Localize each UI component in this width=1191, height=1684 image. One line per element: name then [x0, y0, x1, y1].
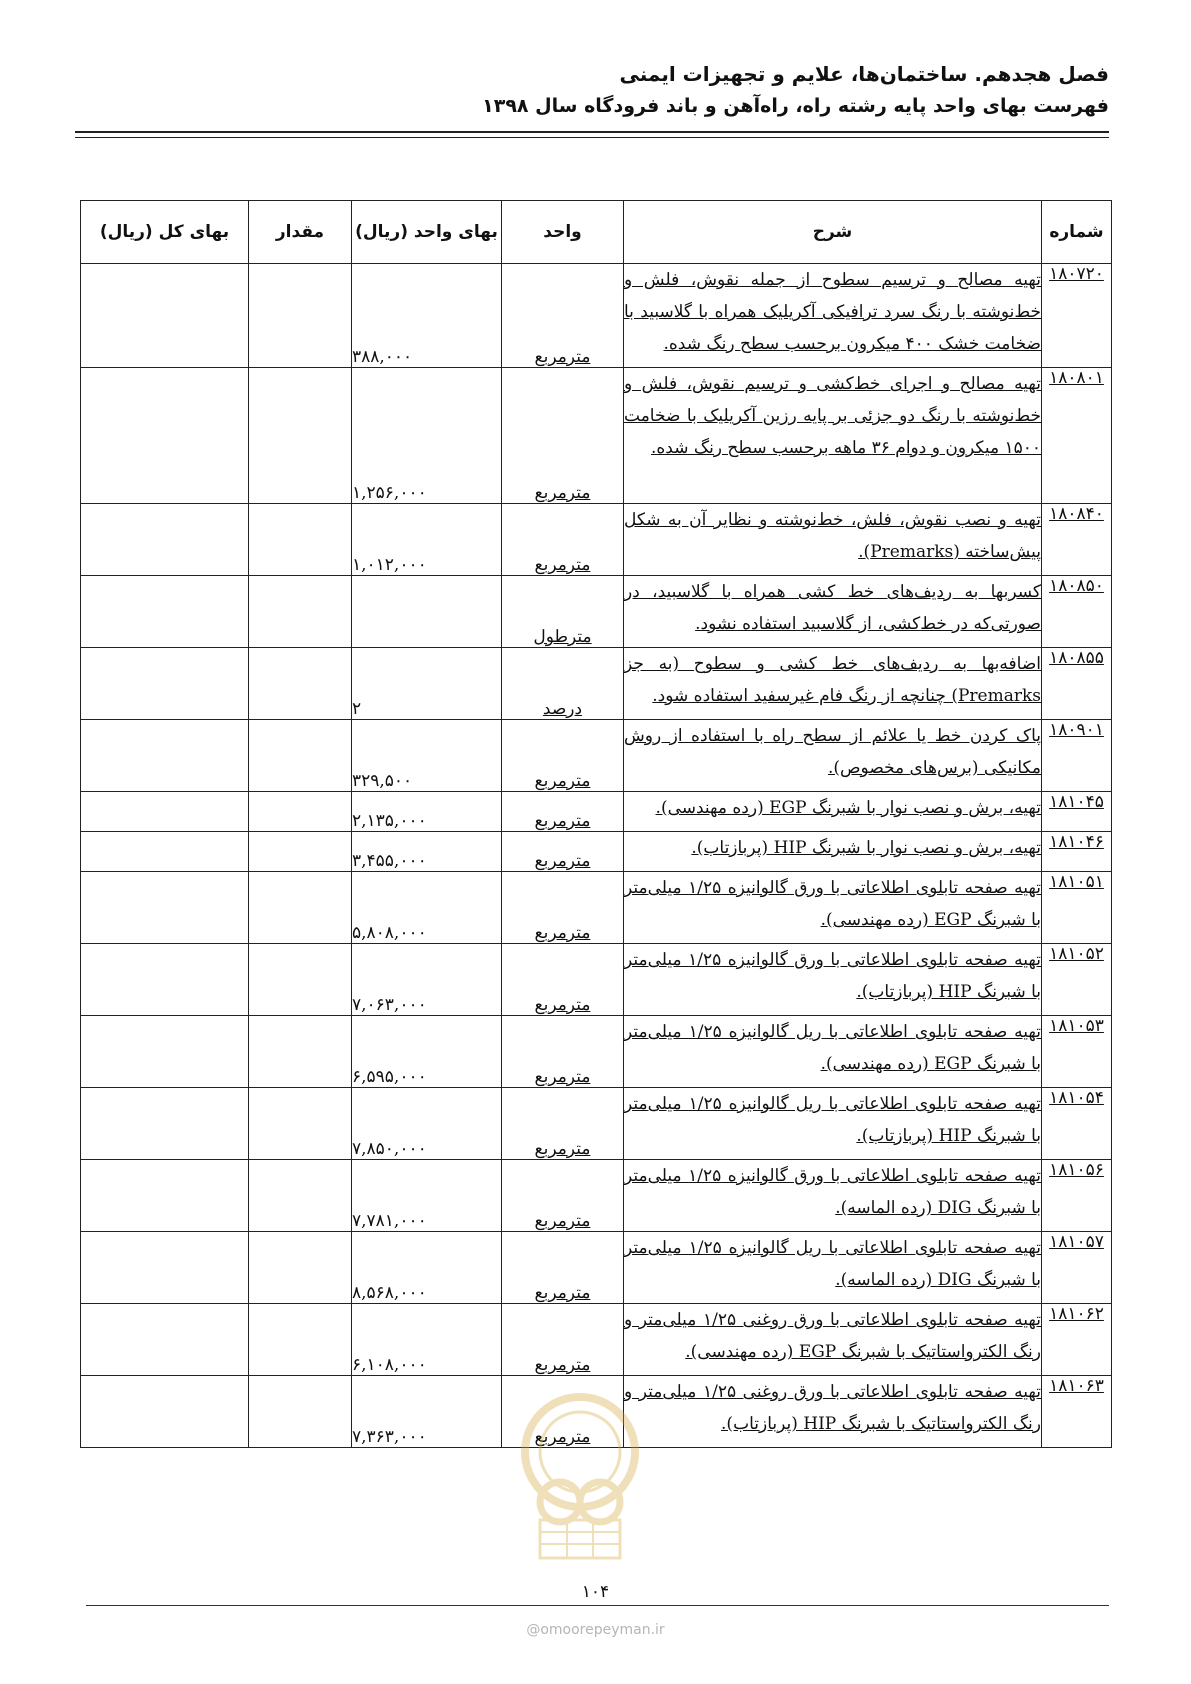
item-unit: مترمربع [534, 347, 591, 367]
item-code-cell [1042, 1232, 1112, 1304]
item-description-cell [624, 368, 1042, 504]
item-unit-price: ۶,۱۰۸,۰۰۰ [352, 1304, 502, 1376]
page-number: ۱۰۴ [581, 1582, 610, 1602]
item-quantity-cell [249, 792, 352, 832]
table-row [81, 720, 1112, 792]
item-description: تهیه و نصب نقوش، فلش، خط‌نوشته و نظایر آن به شکل پیش‌ساخته (Premarks). [624, 510, 1041, 562]
item-unit: مترمربع [534, 851, 591, 871]
item-unit-cell [502, 832, 624, 872]
footer-rule [86, 1605, 1109, 1606]
item-unit-price: ۱,۰۱۲,۰۰۰ [352, 504, 502, 576]
item-code: ۱۸۱۰۴۵ [1049, 792, 1104, 812]
item-unit-price: ۶,۵۹۵,۰۰۰ [352, 1016, 502, 1088]
item-total-price-cell [81, 1232, 249, 1304]
item-unit-price [352, 576, 502, 648]
item-code-cell [1042, 1088, 1112, 1160]
item-unit-cell [502, 1088, 624, 1160]
item-total-price-cell [81, 944, 249, 1016]
item-total-price-cell [81, 576, 249, 648]
item-code-cell [1042, 576, 1112, 648]
item-description: تهیه صفحه تابلوی اطلاعاتی با ورق روغنی ۱/۲۵ میلی‌متر و رنگ الکترواستاتیک با شبرنگ HIP (پربازتاب). [624, 1382, 1041, 1434]
item-code: ۱۸۰۹۰۱ [1049, 720, 1104, 740]
item-description: تهیه مصالح و ترسیم سطوح از جمله نقوش، فلش و خط‌نوشته با رنگ سرد ترافیکی آکریلیک همراه با گلاسبید با ضخامت خشک ۴۰۰ میکرون برحسب سطح رنگ شده. [624, 270, 1041, 354]
item-unit-cell [502, 1016, 624, 1088]
item-quantity-cell [249, 1088, 352, 1160]
item-total-price-cell [81, 368, 249, 504]
col-header-price: بهای واحد (ریال) [352, 201, 502, 264]
col-header-unit: واحد [502, 201, 624, 264]
item-description: پاک کردن خط یا علائم از سطح راه با استفاده از روش مکانیکی (برس‌های مخصوص). [624, 726, 1041, 778]
item-unit-price: ۷,۳۶۳,۰۰۰ [352, 1376, 502, 1448]
item-unit: مترمربع [534, 923, 591, 943]
col-header-desc: شرح [624, 201, 1042, 264]
item-unit-price: ۸,۵۶۸,۰۰۰ [352, 1232, 502, 1304]
item-description: اضافه‌بها به ردیف‌های خط کشی و سطوح (به جز Premarks) چنانچه از رنگ فام غیرسفید استفاده شود. [624, 654, 1041, 706]
item-unit-cell [502, 368, 624, 504]
item-description-cell [624, 872, 1042, 944]
item-code: ۱۸۰۸۴۰ [1049, 504, 1104, 524]
item-quantity-cell [249, 1376, 352, 1448]
item-unit-price: ۲,۱۳۵,۰۰۰ [352, 792, 502, 832]
item-unit: مترمربع [534, 1211, 591, 1231]
table-row [81, 1016, 1112, 1088]
item-unit: مترمربع [534, 995, 591, 1015]
item-code-cell [1042, 792, 1112, 832]
item-unit-cell [502, 576, 624, 648]
item-description: تهیه صفحه تابلوی اطلاعاتی با ورق گالوانیزه ۱/۲۵ میلی‌متر با شبرنگ EGP (رده مهندسی). [624, 878, 1041, 930]
table-row [81, 944, 1112, 1016]
item-total-price-cell [81, 648, 249, 720]
item-code: ۱۸۰۸۵۰ [1049, 576, 1104, 596]
item-code: ۱۸۱۰۵۷ [1049, 1232, 1104, 1252]
item-unit-cell [502, 792, 624, 832]
item-unit: مترمربع [534, 1355, 591, 1375]
item-total-price-cell [81, 720, 249, 792]
item-total-price-cell [81, 504, 249, 576]
col-header-qty: مقدار [249, 201, 352, 264]
item-code: ۱۸۰۸۰۱ [1049, 368, 1104, 388]
item-description: تهیه صفحه تابلوی اطلاعاتی با ریل گالوانیزه ۱/۲۵ میلی‌متر با شبرنگ DIG (رده الماسه). [624, 1238, 1041, 1290]
document-title: فهرست بهای واحد پایه رشته راه، راه‌آهن و باند فرودگاه سال ۱۳۹۸ [482, 95, 1109, 117]
item-description: تهیه صفحه تابلوی اطلاعاتی با ریل گالوانیزه ۱/۲۵ میلی‌متر با شبرنگ EGP (رده مهندسی). [624, 1022, 1041, 1074]
item-description-cell [624, 504, 1042, 576]
item-total-price-cell [81, 264, 249, 368]
item-unit-cell [502, 1232, 624, 1304]
item-code-cell [1042, 1160, 1112, 1232]
item-quantity-cell [249, 648, 352, 720]
item-description-cell [624, 1376, 1042, 1448]
item-unit-cell [502, 264, 624, 368]
item-unit-price: ۲ [352, 648, 502, 720]
table-header-row [81, 201, 1112, 264]
item-description-cell [624, 1088, 1042, 1160]
item-description-cell [624, 1232, 1042, 1304]
item-unit-price: ۳,۴۵۵,۰۰۰ [352, 832, 502, 872]
item-code: ۱۸۱۰۵۴ [1049, 1088, 1104, 1108]
item-unit-cell [502, 720, 624, 792]
item-unit-cell [502, 944, 624, 1016]
item-quantity-cell [249, 832, 352, 872]
item-description: تهیه صفحه تابلوی اطلاعاتی با ریل گالوانیزه ۱/۲۵ میلی‌متر با شبرنگ HIP (پربازتاب). [624, 1094, 1041, 1146]
item-unit: مترمربع [534, 1139, 591, 1159]
company-seal-icon [505, 1392, 655, 1562]
item-quantity-cell [249, 1304, 352, 1376]
item-total-price-cell [81, 832, 249, 872]
item-quantity-cell [249, 944, 352, 1016]
price-list-table [80, 200, 1112, 1448]
page-header [75, 58, 1109, 122]
col-header-code: شماره [1042, 201, 1112, 264]
item-unit-price: ۳۲۹,۵۰۰ [352, 720, 502, 792]
col-header-total: بهای کل (ریال) [81, 201, 249, 264]
item-description: تهیه، برش و نصب نوار با شبرنگ EGP (رده مهندسی). [655, 798, 1041, 818]
item-code-cell [1042, 1376, 1112, 1448]
item-total-price-cell [81, 1016, 249, 1088]
item-unit-price: ۳۸۸,۰۰۰ [352, 264, 502, 368]
item-unit: مترمربع [534, 1067, 591, 1087]
item-code-cell [1042, 872, 1112, 944]
item-code-cell [1042, 1016, 1112, 1088]
item-unit-cell [502, 1160, 624, 1232]
item-code: ۱۸۱۰۵۶ [1049, 1160, 1104, 1180]
item-quantity-cell [249, 368, 352, 504]
item-description-cell [624, 576, 1042, 648]
item-description-cell [624, 832, 1042, 872]
item-description: تهیه صفحه تابلوی اطلاعاتی با ورق گالوانیزه ۱/۲۵ میلی‌متر با شبرنگ DIG (رده الماسه). [624, 1166, 1041, 1218]
table-row [81, 1304, 1112, 1376]
item-description: کسربها به ردیف‌های خط کشی همراه با گلاسبید، در صورتی‌که در خط‌کشی، از گلاسبید استفاده نشود. [624, 582, 1041, 634]
item-quantity-cell [249, 576, 352, 648]
item-quantity-cell [249, 1232, 352, 1304]
item-unit-cell [502, 1304, 624, 1376]
item-total-price-cell [81, 1088, 249, 1160]
item-total-price-cell [81, 1376, 249, 1448]
item-unit-price: ۷,۰۶۳,۰۰۰ [352, 944, 502, 1016]
item-code-cell [1042, 720, 1112, 792]
item-description: تهیه، برش و نصب نوار با شبرنگ HIP (پربازتاب). [691, 838, 1041, 858]
item-unit: مترمربع [534, 811, 591, 831]
item-unit: مترطول [533, 627, 592, 647]
item-description-cell [624, 1304, 1042, 1376]
item-code-cell [1042, 504, 1112, 576]
chapter-title: فصل هجدهم. ساختمان‌ها، علایم و تجهیزات ایمنی [619, 62, 1109, 86]
item-code-cell [1042, 368, 1112, 504]
website-watermark: @omoorepeyman.ir [526, 1622, 665, 1638]
item-total-price-cell [81, 792, 249, 832]
item-unit-cell [502, 872, 624, 944]
item-unit: مترمربع [534, 771, 591, 791]
header-rule-thick [75, 131, 1109, 133]
item-total-price-cell [81, 1160, 249, 1232]
item-unit-cell [502, 504, 624, 576]
item-description: تهیه صفحه تابلوی اطلاعاتی با ورق روغنی ۱/۲۵ میلی‌متر و رنگ الکترواستاتیک با شبرنگ EGP (رده مهندسی). [624, 1310, 1041, 1362]
table-row [81, 832, 1112, 872]
item-unit-price: ۷,۷۸۱,۰۰۰ [352, 1160, 502, 1232]
item-code-cell [1042, 264, 1112, 368]
item-quantity-cell [249, 504, 352, 576]
item-description-cell [624, 1160, 1042, 1232]
item-description-cell [624, 720, 1042, 792]
table-row [81, 576, 1112, 648]
item-code: ۱۸۱۰۴۶ [1049, 832, 1104, 852]
table-row [81, 872, 1112, 944]
table-row [81, 264, 1112, 368]
item-code: ۱۸۰۷۲۰ [1049, 264, 1104, 284]
item-unit-cell [502, 648, 624, 720]
table-row [81, 1160, 1112, 1232]
item-code-cell [1042, 1304, 1112, 1376]
item-quantity-cell [249, 1016, 352, 1088]
item-code: ۱۸۱۰۵۳ [1049, 1016, 1104, 1036]
table-row [81, 792, 1112, 832]
item-unit: مترمربع [534, 555, 591, 575]
table-row [81, 648, 1112, 720]
item-description-cell [624, 1016, 1042, 1088]
item-code: ۱۸۱۰۶۲ [1049, 1304, 1104, 1324]
table-row [81, 1088, 1112, 1160]
item-unit: درصد [542, 699, 583, 719]
header-rule-thin [75, 137, 1109, 138]
item-code-cell [1042, 832, 1112, 872]
item-quantity-cell [249, 720, 352, 792]
item-description-cell [624, 264, 1042, 368]
item-unit-price: ۵,۸۰۸,۰۰۰ [352, 872, 502, 944]
table-row [81, 368, 1112, 504]
item-quantity-cell [249, 1160, 352, 1232]
item-code-cell [1042, 648, 1112, 720]
item-description-cell [624, 792, 1042, 832]
item-description-cell [624, 648, 1042, 720]
item-total-price-cell [81, 872, 249, 944]
item-description: تهیه مصالح و اجرای خط‌کشی و ترسیم نقوش، فلش و خط‌نوشته با رنگ دو جزئی بر پایه رزین آکریلیک با ضخامت ۱۵۰۰ میکرون و دوام ۳۶ ماهه برحسب سطح رنگ شده. [624, 374, 1041, 458]
item-code: ۱۸۱۰۵۲ [1049, 944, 1104, 964]
item-code: ۱۸۱۰۶۳ [1049, 1376, 1104, 1396]
item-description: تهیه صفحه تابلوی اطلاعاتی با ورق گالوانیزه ۱/۲۵ میلی‌متر با شبرنگ HIP (پربازتاب). [624, 950, 1041, 1002]
item-unit: مترمربع [534, 483, 591, 503]
item-unit: مترمربع [534, 1283, 591, 1303]
item-unit-price: ۷,۸۵۰,۰۰۰ [352, 1088, 502, 1160]
item-code: ۱۸۰۸۵۵ [1049, 648, 1104, 668]
table-row [81, 504, 1112, 576]
item-code-cell [1042, 944, 1112, 1016]
table-row [81, 1232, 1112, 1304]
item-unit-price: ۱,۲۵۶,۰۰۰ [352, 368, 502, 504]
item-total-price-cell [81, 1304, 249, 1376]
item-unit: مترمربع [534, 1427, 591, 1447]
item-description-cell [624, 944, 1042, 1016]
item-quantity-cell [249, 264, 352, 368]
item-quantity-cell [249, 872, 352, 944]
item-code: ۱۸۱۰۵۱ [1049, 872, 1104, 892]
